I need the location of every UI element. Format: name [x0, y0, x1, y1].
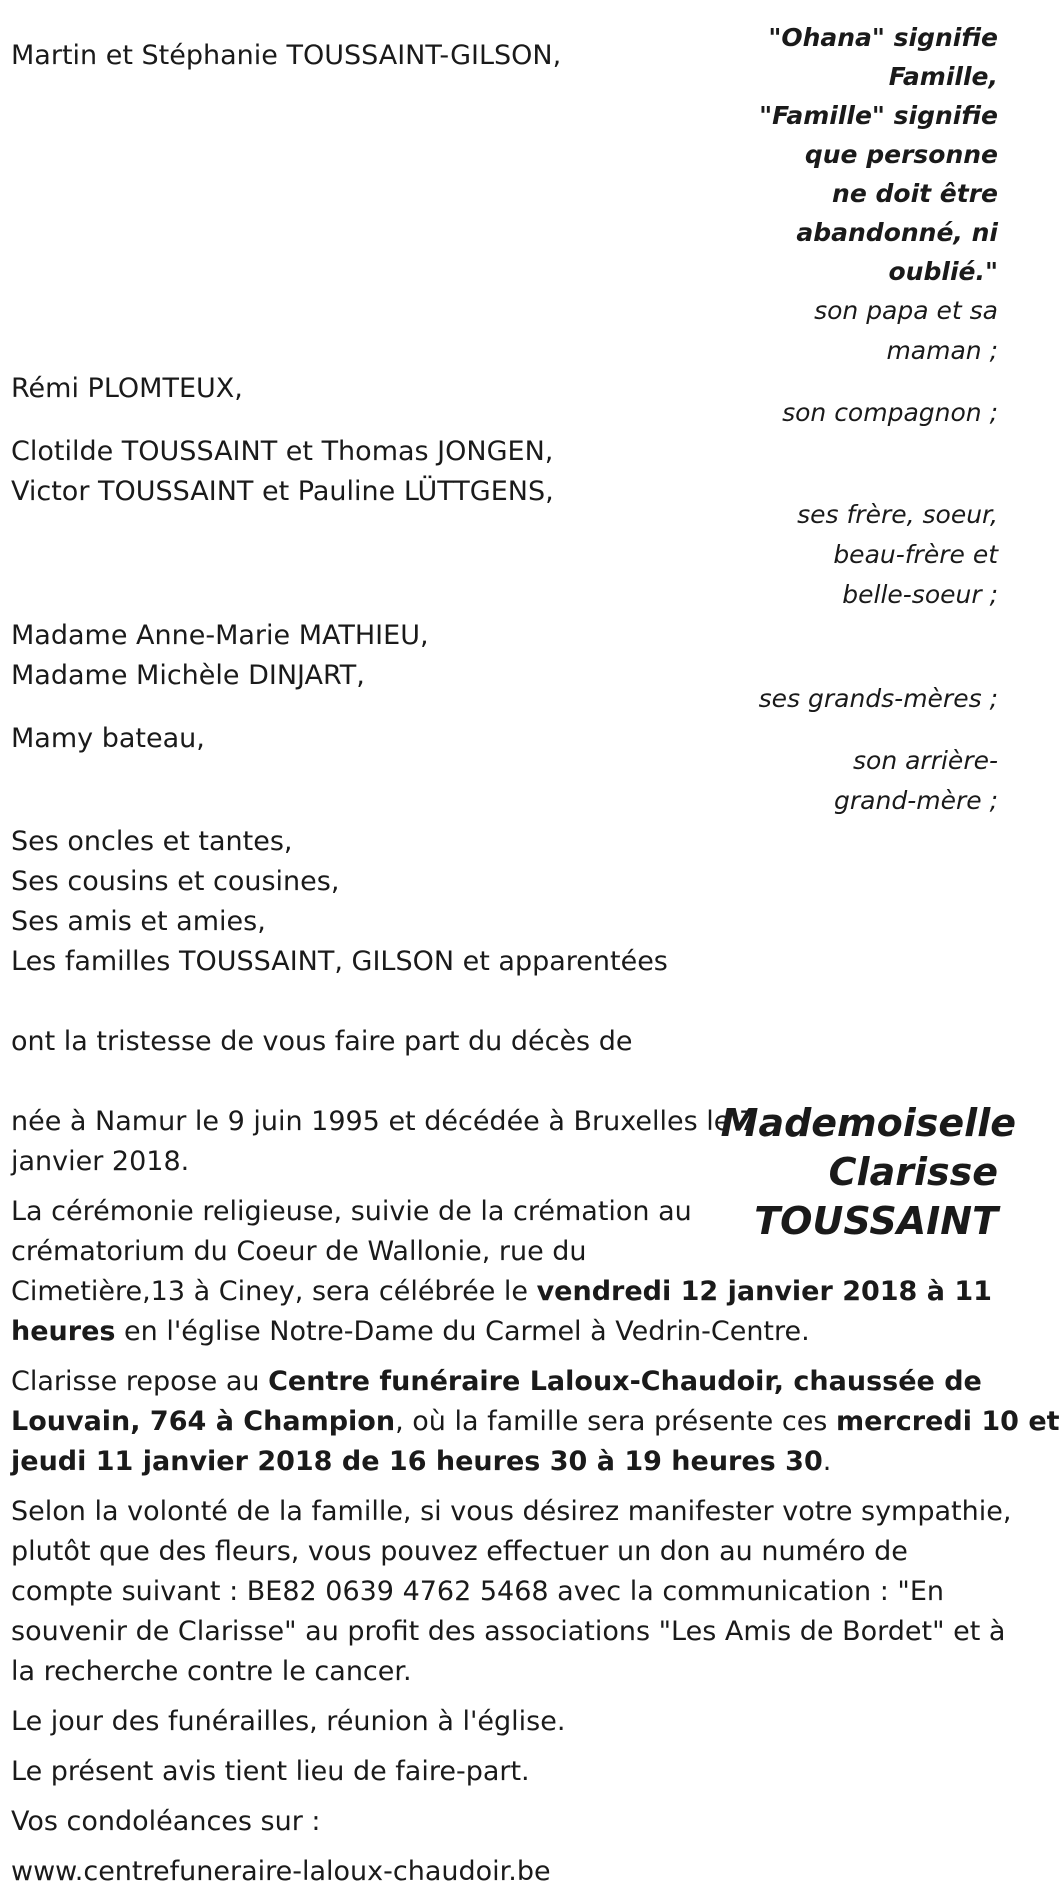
donation-line: souvenir de Clarisse" au profit des associations "Les Amis de Bordet" et à [11, 1616, 1006, 1647]
donation-line: plutôt que des fleurs, vous pouvez effectuer un don au numéro de [11, 1536, 908, 1567]
relation-label: maman ; [886, 336, 998, 365]
quote-line: Famille, [888, 62, 998, 91]
quote-line: ne doit être [832, 179, 998, 208]
quote-line: que personne [804, 140, 998, 169]
family-name: Mamy bateau, [11, 723, 205, 754]
deceased-title: Mademoiselle [720, 1101, 1016, 1145]
ceremony-text: Cimetière,13 à Ciney, sera célébrée le [11, 1276, 537, 1307]
repose-text: Clarisse repose au [11, 1366, 269, 1397]
family-name: Rémi PLOMTEUX, [11, 373, 243, 404]
repose-location: Louvain, 764 à Champion [11, 1406, 396, 1437]
relation-label: son compagnon ; [782, 398, 998, 427]
donation-line: Selon la volonté de la famille, si vous désirez manifester votre sympathie, [11, 1496, 1012, 1527]
quote-line: oublié." [888, 257, 998, 286]
relation-label: grand-mère ; [834, 786, 998, 815]
relation-label: ses frère, soeur, [797, 500, 998, 529]
ceremony-date: vendredi 12 janvier 2018 à 11 [536, 1276, 992, 1307]
ceremony-line [11, 1312, 810, 1352]
repose-date: mercredi 10 et [835, 1406, 1060, 1437]
relation-label: ses grands-mères ; [758, 684, 998, 713]
family-name: Clotilde TOUSSAINT et Thomas JONGEN, [11, 436, 554, 467]
website-link[interactable]: www.centrefuneraire-laloux-chaudoir.be [11, 1856, 551, 1887]
repose-line [11, 1362, 982, 1402]
birth-death-line: née à Namur le 9 juin 1995 et décédée à Bruxelles le 7 [11, 1106, 757, 1137]
repose-text: , où la famille sera présente ces [395, 1406, 836, 1437]
quote-line: "Ohana" signifie [768, 23, 998, 52]
donation-line: compte suivant : BE82 0639 4762 5468 avec la communication : "En [11, 1576, 945, 1607]
extended-family-line: Ses oncles et tantes, [11, 826, 293, 857]
birth-death-line: janvier 2018. [11, 1146, 190, 1177]
announcement-text: ont la tristesse de vous faire part du décès de [11, 1026, 633, 1057]
deceased-last-name: TOUSSAINT [754, 1199, 998, 1243]
condolences-label: Vos condoléances sur : [11, 1806, 321, 1837]
repose-location: Centre funéraire Laloux-Chaudoir, chaussée de [268, 1366, 982, 1397]
repose-line [11, 1442, 831, 1482]
extended-family-line: Ses amis et amies, [11, 906, 266, 937]
ceremony-line: La cérémonie religieuse, suivie de la crémation au [11, 1196, 692, 1227]
extended-family-line: Les familles TOUSSAINT, GILSON et apparentées [11, 946, 668, 977]
ceremony-date: heures [11, 1316, 116, 1347]
repose-line [11, 1402, 1060, 1442]
donation-line: la recherche contre le cancer. [11, 1656, 412, 1687]
relation-label: belle-soeur ; [842, 580, 998, 609]
deceased-first-name: Clarisse [828, 1150, 998, 1194]
funeral-meeting-text: Le jour des funérailles, réunion à l'église. [11, 1706, 566, 1737]
family-name: Victor TOUSSAINT et Pauline LÜTTGENS, [11, 476, 554, 507]
ceremony-line: crématorium du Coeur de Wallonie, rue du [11, 1236, 587, 1267]
repose-date: jeudi 11 janvier 2018 de 16 heures 30 à 19 heures 30 [11, 1446, 823, 1477]
repose-text: . [822, 1446, 832, 1477]
ceremony-line [11, 1272, 992, 1312]
notice-text: Le présent avis tient lieu de faire-part. [11, 1756, 530, 1787]
family-name: Madame Anne-Marie MATHIEU, [11, 620, 429, 651]
extended-family-line: Ses cousins et cousines, [11, 866, 340, 897]
ceremony-text: en l'église Notre-Dame du Carmel à Vedrin-Centre. [115, 1316, 810, 1347]
relation-label: beau-frère et [833, 540, 998, 569]
family-name: Madame Michèle DINJART, [11, 660, 365, 691]
quote-line: "Famille" signifie [759, 101, 998, 130]
relation-label: son papa et sa [814, 296, 998, 325]
family-name: Martin et Stéphanie TOUSSAINT-GILSON, [11, 40, 562, 71]
quote-line: abandonné, ni [796, 218, 998, 247]
relation-label: son arrière- [853, 746, 998, 775]
